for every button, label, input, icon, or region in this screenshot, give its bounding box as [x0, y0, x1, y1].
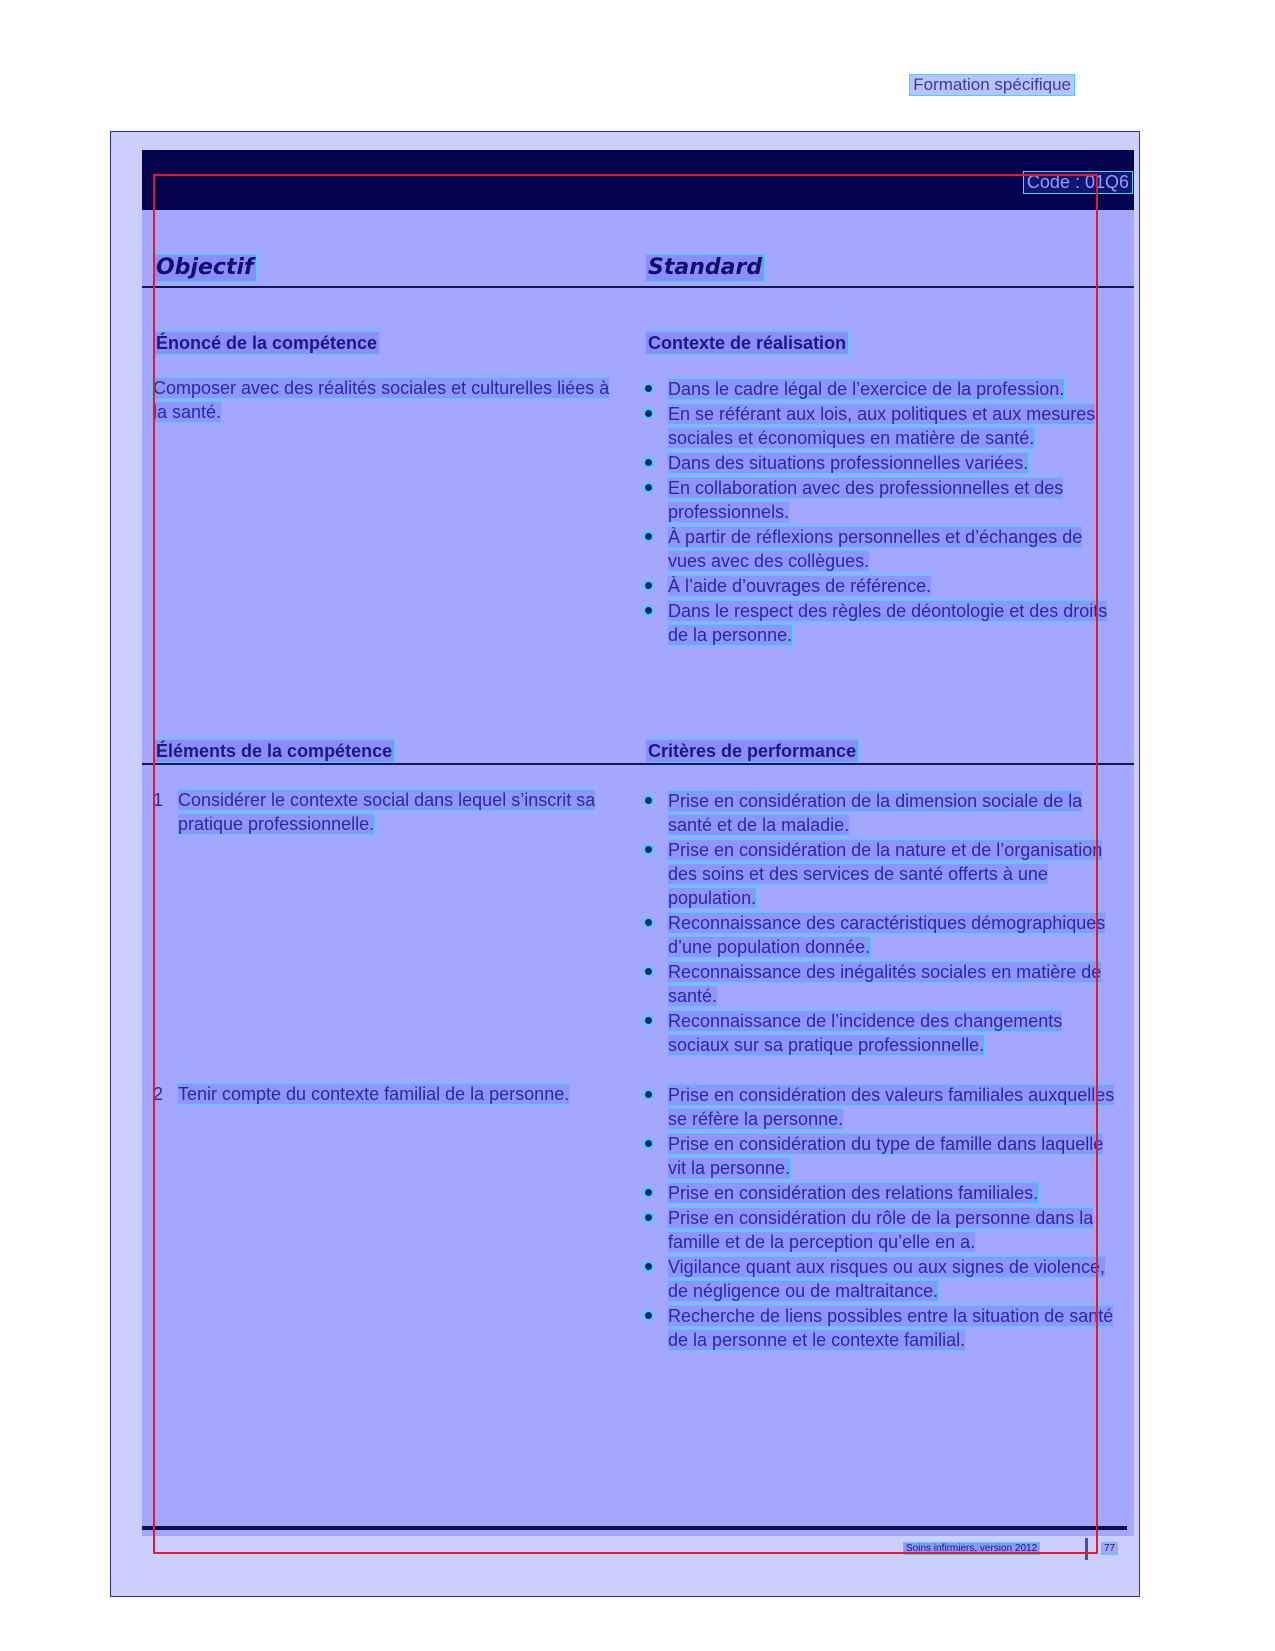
- column-title-standard: Standard: [645, 254, 765, 282]
- bullet-icon: [645, 385, 652, 392]
- element-text: Considérer le contexte social dans lequel s’inscrit sa pratique professionnelle.: [178, 790, 596, 834]
- bullet-icon: [645, 968, 652, 975]
- element-text: Tenir compte du contexte familial de la personne.: [178, 1084, 570, 1104]
- program-code: Code : 01Q6: [1023, 171, 1133, 194]
- element-number: 2: [153, 1084, 164, 1104]
- list-item: À l’aide d’ouvrages de référence.: [645, 574, 1115, 598]
- page-number: 77: [1101, 1542, 1118, 1555]
- criteria-list-1: [645, 789, 1115, 1058]
- bullet-icon: [645, 1214, 652, 1221]
- list-item: Recherche de liens possibles entre la situation de santé de la personne et le contexte familial.: [645, 1304, 1115, 1352]
- bullet-icon: [645, 1091, 652, 1098]
- footer-text: Soins infirmiers, version 2012: [903, 1542, 1040, 1555]
- element-1: [153, 788, 613, 836]
- list-item: Prise en considération de la dimension sociale de la santé et de la maladie.: [645, 789, 1115, 837]
- competence-statement-text: Composer avec des réalités sociales et culturelles liées à la santé.: [153, 378, 610, 422]
- footer-rule: [142, 1526, 1127, 1530]
- list-item: Dans le cadre légal de l’exercice de la profession.: [645, 377, 1115, 401]
- competence-statement: [153, 376, 613, 424]
- column-title-objectif: Objectif: [153, 254, 257, 282]
- heading-enonce: Énoncé de la compétence: [153, 331, 380, 355]
- criteria-list-2: [645, 1083, 1115, 1353]
- list-item: Vigilance quant aux risques ou aux signes de violence, de négligence ou de maltraitance.: [645, 1255, 1115, 1303]
- list-item: Dans le respect des règles de déontologie et des droits de la personne.: [645, 599, 1115, 647]
- list-item: En collaboration avec des professionnelles et des professionnels.: [645, 476, 1115, 524]
- list-item: Prise en considération des relations familiales.: [645, 1181, 1115, 1205]
- element-number: 1: [153, 790, 164, 810]
- footer-separator: [1085, 1538, 1088, 1560]
- bullet-icon: [645, 846, 652, 853]
- list-item: Reconnaissance des caractéristiques démographiques d’une population donnée.: [645, 911, 1115, 959]
- element-2: [153, 1082, 613, 1106]
- list-item: Prise en considération des valeurs familiales auxquelles se réfère la personne.: [645, 1083, 1115, 1131]
- list-item: Reconnaissance de l’incidence des changements sociaux sur sa pratique professionnelle.: [645, 1009, 1115, 1057]
- bullet-icon: [645, 582, 652, 589]
- header-bar: [142, 150, 1134, 210]
- header-rule: [142, 286, 1134, 288]
- bullet-icon: [645, 1017, 652, 1024]
- list-item: En se référant aux lois, aux politiques et aux mesures sociales et économiques en matière de santé.: [645, 402, 1115, 450]
- bullet-icon: [645, 1189, 652, 1196]
- bullet-icon: [645, 1140, 652, 1147]
- bullet-icon: [645, 459, 652, 466]
- list-item: À partir de réflexions personnelles et d’échanges de vues avec des collègues.: [645, 525, 1115, 573]
- list-item: Reconnaissance des inégalités sociales en matière de santé.: [645, 960, 1115, 1008]
- bullet-icon: [645, 410, 652, 417]
- page-header-label: Formation spécifique: [909, 74, 1075, 96]
- section-rule: [142, 763, 1134, 765]
- heading-contexte: Contexte de réalisation: [645, 331, 849, 355]
- list-item: Dans des situations professionnelles variées.: [645, 451, 1115, 475]
- list-item: Prise en considération du rôle de la personne dans la famille et de la perception qu’elle en a.: [645, 1206, 1115, 1254]
- bullet-icon: [645, 1312, 652, 1319]
- bullet-icon: [645, 607, 652, 614]
- list-item: Prise en considération du type de famille dans laquelle vit la personne.: [645, 1132, 1115, 1180]
- heading-elements: Éléments de la compétence: [153, 739, 395, 763]
- bullet-icon: [645, 484, 652, 491]
- heading-criteres: Critères de performance: [645, 739, 859, 763]
- context-list: [645, 377, 1115, 648]
- bullet-icon: [645, 797, 652, 804]
- list-item: Prise en considération de la nature et de l’organisation des soins et des services de santé offerts à une population.: [645, 838, 1115, 910]
- bullet-icon: [645, 533, 652, 540]
- bullet-icon: [645, 1263, 652, 1270]
- bullet-icon: [645, 919, 652, 926]
